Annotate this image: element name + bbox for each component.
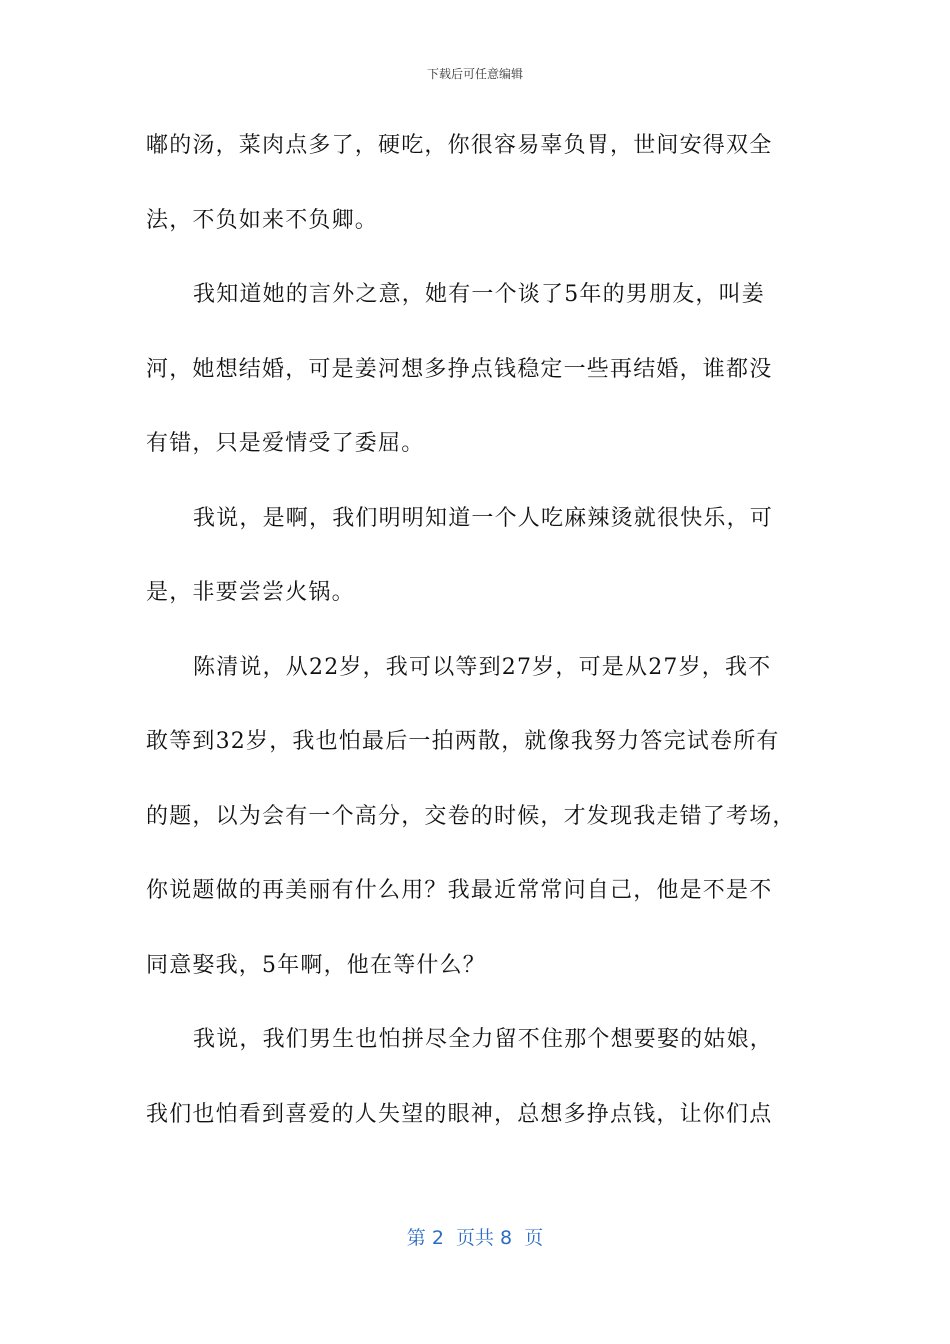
paragraph-start-line: 陈清说，从22岁，我可以等到27岁，可是从27岁，我不 <box>193 654 772 680</box>
document-body <box>146 118 806 1161</box>
paragraph-start-line: 我知道她的言外之意，她有一个谈了5年的男朋友，叫姜 <box>193 282 765 307</box>
text-line: 的题，以为会有一个高分，交卷的时候，才发现我走错了考场， <box>146 803 796 829</box>
text-line: 有错，只是爱情受了委屈。 <box>146 431 425 456</box>
text-line: 同意娶我，5年啊，他在等什么？ <box>146 952 486 978</box>
text-line: 法，不负如来不负卿。 <box>146 207 379 233</box>
text-line: 你说题做的再美丽有什么用？我最近常常问自己，他是不是不 <box>146 878 773 903</box>
text-line: 我们也怕看到喜爱的人失望的眼神，总想多挣点钱，让你们点 <box>146 1101 773 1127</box>
text-line: 嘟的汤，菜肉点多了，硬吃，你很容易辜负胃，世间安得双全 <box>146 133 773 158</box>
page-header: 下载后可任意编辑 <box>426 67 523 81</box>
paragraph-start-line: 我说，我们男生也怕拼尽全力留不住那个想要娶的姑娘， <box>193 1027 774 1052</box>
text-line: 敢等到32岁，我也怕最后一拍两散，就像我努力答完试卷所有 <box>146 729 780 754</box>
page-footer: 第 2 页共 8 页 <box>406 1227 544 1249</box>
paragraph-start-line: 我说，是啊，我们明明知道一个人吃麻辣烫就很快乐，可 <box>193 505 774 531</box>
text-line: 是，非要尝尝火锅。 <box>146 580 355 605</box>
text-line: 河，她想结婚，可是姜河想多挣点钱稳定一些再结婚，谁都没 <box>146 356 773 382</box>
